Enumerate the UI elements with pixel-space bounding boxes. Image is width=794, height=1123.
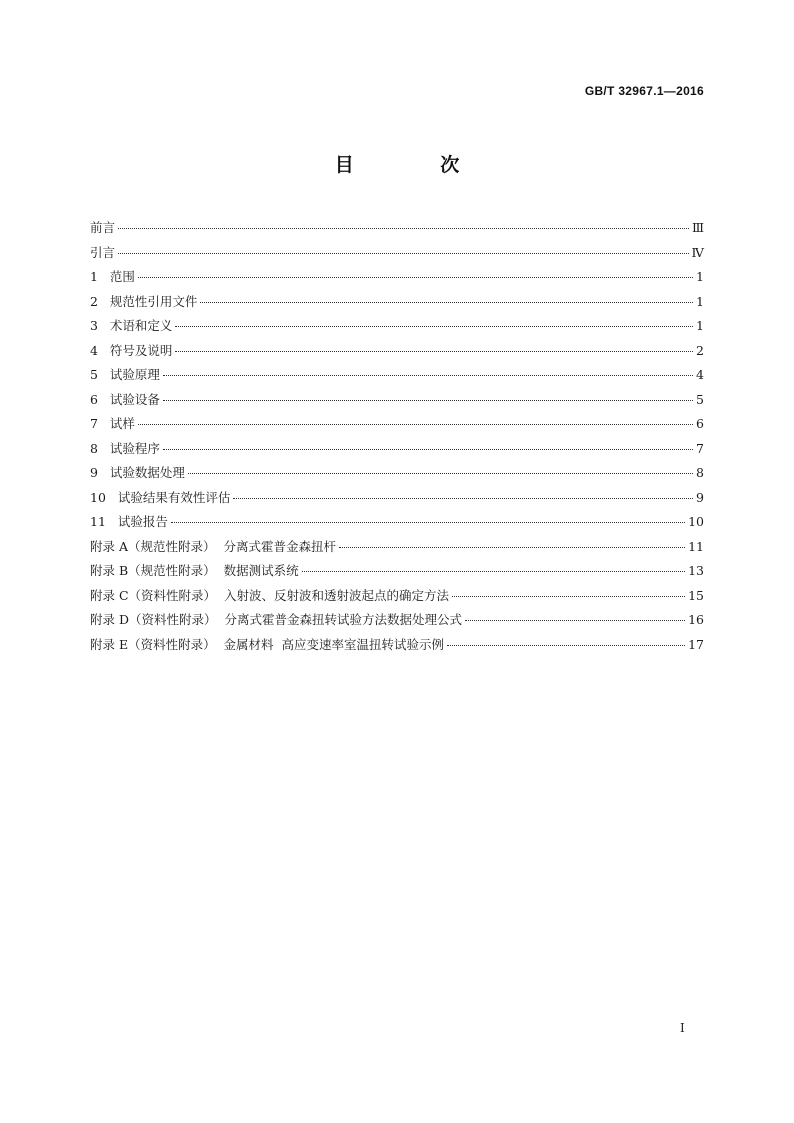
toc-entry-page: 13 <box>688 563 704 578</box>
toc-entry-page: 8 <box>696 465 704 480</box>
dot-leader <box>452 596 685 597</box>
toc-entry-label: 6 试验设备 <box>90 391 160 407</box>
toc-entry-9[interactable] <box>90 461 704 486</box>
toc-entry-page: 11 <box>688 538 704 554</box>
dot-leader <box>339 547 685 548</box>
toc-entry-page: 9 <box>696 489 704 505</box>
toc-entry-page: 4 <box>696 367 704 382</box>
toc-entry-4[interactable] <box>90 339 704 364</box>
toc-entry-page: 17 <box>688 636 704 652</box>
toc-entry-label: 附录 D（资料性附录） 分离式霍普金森扭转试验方法数据处理公式 <box>90 612 462 627</box>
toc-entry-annex-a[interactable] <box>90 535 704 560</box>
toc-entry-page: 15 <box>688 587 704 603</box>
toc-entry-5[interactable] <box>90 363 704 388</box>
toc-entry-10[interactable] <box>90 486 704 511</box>
dot-leader <box>175 351 693 352</box>
toc-entry-foreword[interactable] <box>90 216 704 241</box>
toc-entry-2[interactable] <box>90 290 704 315</box>
dot-leader <box>175 326 693 327</box>
toc-entry-page: Ⅲ <box>691 220 704 235</box>
toc-entry-label: 4 符号及说明 <box>90 342 173 358</box>
dot-leader <box>118 228 689 229</box>
table-of-contents <box>90 216 704 657</box>
toc-entry-label: 引言 <box>90 244 116 260</box>
toc-entry-label: 前言 <box>90 220 116 235</box>
dot-leader <box>465 620 685 621</box>
toc-entry-label: 8 试验程序 <box>90 440 160 456</box>
toc-entry-page: Ⅳ <box>691 244 704 260</box>
toc-entry-label: 9 试验数据处理 <box>90 465 185 480</box>
toc-entry-label: 附录 A（规范性附录） 分离式霍普金森扭杆 <box>90 538 336 554</box>
toc-entry-page: 1 <box>696 269 704 284</box>
toc-entry-label: 5 试验原理 <box>90 367 160 382</box>
toc-entry-label: 1 范围 <box>90 269 135 284</box>
toc-entry-annex-c[interactable] <box>90 584 704 609</box>
dot-leader <box>447 645 685 646</box>
toc-entry-6[interactable] <box>90 388 704 413</box>
toc-entry-page: 10 <box>688 514 704 529</box>
dot-leader <box>118 253 688 254</box>
dot-leader <box>138 277 693 278</box>
dot-leader <box>171 522 685 523</box>
toc-entry-page: 7 <box>696 440 704 456</box>
toc-entry-7[interactable] <box>90 412 704 437</box>
dot-leader <box>200 302 693 303</box>
toc-entry-label: 附录 B（规范性附录） 数据测试系统 <box>90 563 299 578</box>
toc-entry-annex-e[interactable] <box>90 633 704 658</box>
toc-entry-introduction[interactable] <box>90 241 704 266</box>
toc-entry-label: 10 试验结果有效性评估 <box>90 489 231 505</box>
page-title: 目 次 <box>334 154 500 176</box>
toc-entry-page: 16 <box>688 612 704 627</box>
toc-entry-page: 6 <box>696 416 704 431</box>
toc-entry-page: 1 <box>696 318 704 333</box>
dot-leader <box>163 449 693 450</box>
toc-entry-annex-d[interactable] <box>90 608 704 633</box>
dot-leader <box>163 400 693 401</box>
toc-entry-3[interactable] <box>90 314 704 339</box>
toc-entry-page: 5 <box>696 391 704 407</box>
toc-entry-11[interactable] <box>90 510 704 535</box>
toc-entry-label: 附录 C（资料性附录） 入射波、反射波和透射波起点的确定方法 <box>90 587 449 603</box>
dot-leader <box>188 473 693 474</box>
dot-leader <box>163 375 693 376</box>
standard-code: GB/T 32967.1—2016 <box>584 84 704 98</box>
dot-leader <box>138 424 693 425</box>
toc-entry-label: 2 规范性引用文件 <box>90 293 198 309</box>
toc-entry-page: 1 <box>696 293 704 309</box>
toc-entry-page: 2 <box>696 342 704 358</box>
toc-entry-annex-b[interactable] <box>90 559 704 584</box>
toc-entry-label: 7 试样 <box>90 416 135 431</box>
toc-entry-label: 11 试验报告 <box>90 514 168 529</box>
dot-leader <box>302 571 685 572</box>
dot-leader <box>233 498 693 499</box>
toc-entry-1[interactable] <box>90 265 704 290</box>
toc-entry-8[interactable] <box>90 437 704 462</box>
toc-entry-label: 附录 E（资料性附录） 金属材料 高应变速率室温扭转试验示例 <box>90 636 444 652</box>
page-number: I <box>680 1021 685 1035</box>
toc-entry-label: 3 术语和定义 <box>90 318 173 333</box>
